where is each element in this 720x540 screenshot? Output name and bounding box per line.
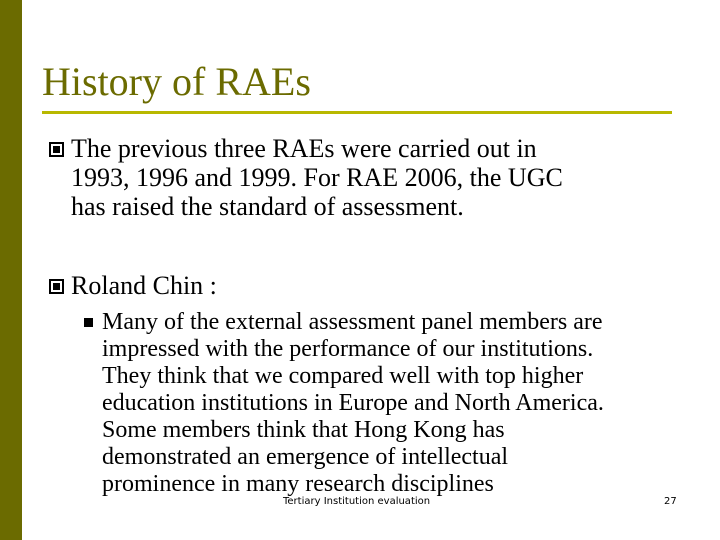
sub-bullet-item — [80, 309, 710, 498]
bullet-line: 1993, 1996 and 1999. For RAE 2006, the UGC — [71, 163, 563, 192]
checkbox-bullet-icon — [49, 142, 64, 157]
sub-bullet-line: education institutions in Europe and North America. — [102, 390, 604, 416]
sub-bullet-text — [102, 309, 710, 498]
square-bullet-icon — [84, 318, 93, 327]
sub-bullet-line: Many of the external assessment panel members are — [102, 309, 603, 335]
sub-bullet-line: They think that we compared well with top higher — [102, 363, 584, 389]
left-accent-bar — [0, 0, 22, 540]
bullet-item — [43, 134, 683, 221]
bullet-line: has raised the standard of assessment. — [71, 192, 464, 221]
slide-title: History of RAEs — [42, 59, 311, 104]
bullet-line: The previous three RAEs were carried out in — [71, 134, 537, 163]
sub-bullet-line: Some members think that Hong Kong has — [102, 417, 505, 443]
bullet-item — [43, 271, 683, 300]
sub-bullet-line: prominence in many research disciplines — [102, 471, 494, 497]
bullet-line: Roland Chin : — [71, 271, 217, 300]
bullet-text — [71, 134, 683, 221]
footer-text: Tertiary Institution evaluation — [283, 496, 431, 507]
checkbox-bullet-icon — [49, 279, 64, 294]
bullet-text — [71, 271, 683, 300]
title-underline — [42, 111, 672, 114]
page-number: 27 — [664, 496, 677, 507]
sub-bullet-line: demonstrated an emergence of intellectual — [102, 444, 509, 470]
sub-bullet-line: impressed with the performance of our institutions. — [102, 336, 594, 362]
